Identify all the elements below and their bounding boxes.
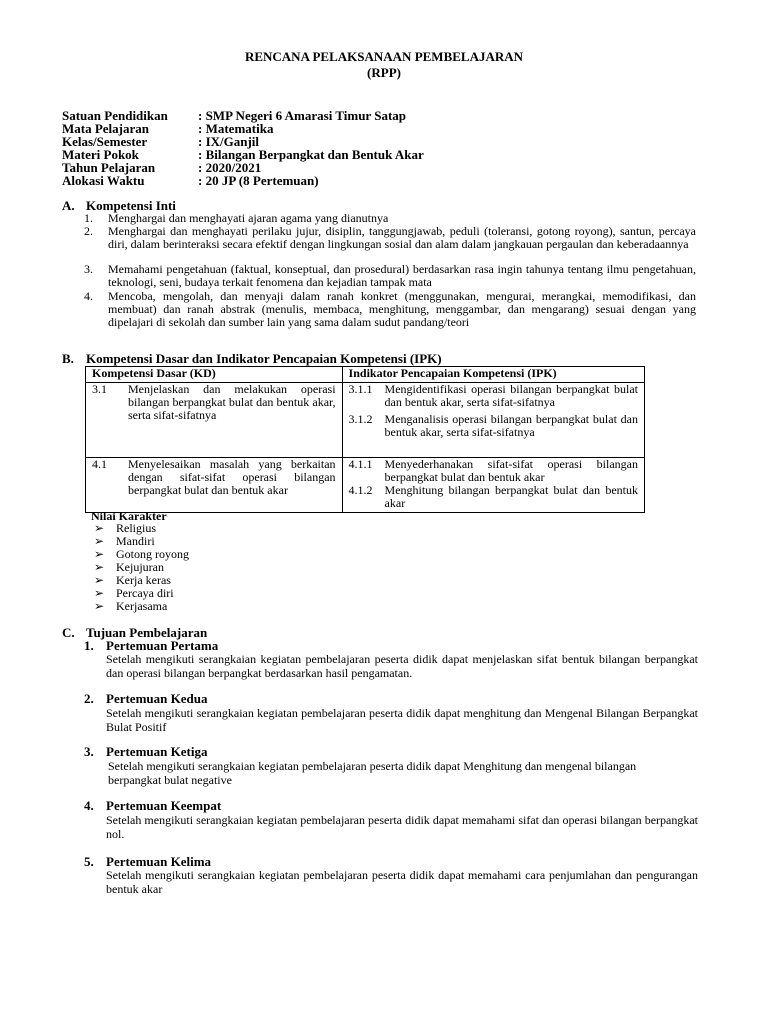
- meeting-title: Pertemuan Kelima: [106, 854, 212, 869]
- identity-value: : SMP Negeri 6 Amarasi Timur Satap: [198, 108, 406, 123]
- section-letter: C.: [62, 625, 75, 640]
- ipk-number: 4.1.2: [348, 483, 373, 497]
- ipk-text: Mengidentifikasi operasi bilangan berpangkat bulat dan bentuk akar, serta sifat-sifatnya: [384, 382, 638, 409]
- ki-text: Memahami pengetahuan (faktual, konseptual, dan prosedural) berdasarkan rasa ingin tahunya tentang ilmu pengetahuan, teknologi, seni, budaya terkait fenomena dan kejadian tampak mata: [108, 262, 696, 289]
- ipk-item: [349, 458, 638, 484]
- meeting-number: 2.: [84, 691, 94, 706]
- identity-value: : Bilangan Berpangkat dan Bentuk Akar: [198, 147, 424, 162]
- arrow-bullet-icon: ➢: [94, 547, 105, 561]
- ipk-number: 3.1.2: [348, 412, 373, 426]
- meeting-text-5: Setelah mengikuti serangkaian kegiatan pembelajaran peserta didik dapat memahami cara penjumlahan dan pengurangan bentuk akar: [106, 868, 698, 896]
- ipk-text: Menghitung bilangan berpangkat bulat dan bentuk akar: [384, 483, 638, 510]
- list-item-label: Gotong royong: [116, 547, 189, 561]
- ki-text: Mencoba, mengolah, dan menyaji dalam ranah konkret (menggunakan, mengurai, merangkai, memodifikasi, dan membuat) dan ranah abstrak (menulis, membaca, menghitung, menggambar, dan mengarang) sesuai dengan yang dipelajari di sekolah dan sumber lain yang sama dalam sudut pandang/teori: [108, 289, 696, 329]
- ipk-number: 4.1.1: [348, 457, 373, 471]
- ki-number: 1.: [84, 211, 93, 225]
- section-letter: A.: [62, 198, 75, 213]
- meeting-number: 1.: [84, 638, 94, 653]
- ipk-item: [349, 383, 638, 409]
- arrow-bullet-icon: ➢: [94, 586, 105, 600]
- kd-number: 4.1: [92, 457, 107, 471]
- ipk-text: Menyederhanakan sifat-sifat operasi bilangan berpangkat bulat dan bentuk akar: [384, 457, 638, 484]
- ki-item-2: [84, 225, 696, 251]
- list-item-label: Kerja keras: [116, 573, 171, 587]
- list-item-label: Kejujuran: [116, 560, 164, 574]
- table-row: [86, 383, 645, 458]
- meeting-title: Pertemuan Ketiga: [106, 744, 208, 759]
- arrow-bullet-icon: ➢: [94, 573, 105, 587]
- document-subtitle: (RPP): [367, 65, 401, 80]
- list-item: [94, 600, 167, 613]
- identity-value: : Matematika: [198, 121, 274, 136]
- kd-item: [92, 458, 336, 497]
- list-item-label: Religius: [116, 521, 157, 535]
- kd-text: Menyelesaikan masalah yang berkaitan dengan sifat-sifat operasi bilangan berpangkat bulat dan bentuk akar: [128, 457, 336, 497]
- meeting-text-3: Setelah mengikuti serangkaian kegiatan pembelajaran peserta didik dapat Menghitung dan mengenal bilangan berpangkat bulat negative: [108, 759, 637, 787]
- document-title: RENCANA PELAKSANAAN PEMBELAJARAN: [244, 49, 524, 64]
- list-item-label: Mandiri: [116, 534, 155, 548]
- ki-number: 2.: [84, 224, 93, 238]
- table-row: [86, 458, 645, 513]
- section-title: Kompetensi Dasar dan Indikator Pencapaian Kompetensi (IPK): [86, 351, 442, 366]
- arrow-bullet-icon: ➢: [94, 599, 105, 613]
- identity-label: Satuan Pendidikan: [62, 108, 168, 123]
- ipk-item: [349, 413, 638, 439]
- ipk-number: 3.1.1: [348, 382, 373, 396]
- meeting-text-4: Setelah mengikuti serangkaian kegiatan pembelajaran peserta didik dapat memahami sifat dan operasi bilangan berpangkat nol.: [106, 813, 698, 841]
- ipk-cell: [342, 458, 644, 513]
- ipk-cell: [342, 383, 644, 458]
- column-header-kd: Kompetensi Dasar (KD): [86, 367, 343, 383]
- identity-label: Mata Pelajaran: [62, 121, 150, 136]
- meeting-title: Pertemuan Pertama: [106, 638, 219, 653]
- kd-ipk-table: [85, 366, 645, 513]
- list-item-label: Kerjasama: [116, 599, 168, 613]
- identity-row-alokasi: [62, 174, 319, 187]
- meeting-title: Pertemuan Keempat: [106, 798, 222, 813]
- kd-item: [92, 383, 336, 422]
- arrow-bullet-icon: ➢: [94, 560, 105, 574]
- list-item-label: Percaya diri: [116, 586, 174, 600]
- kd-number: 3.1: [92, 382, 107, 396]
- arrow-bullet-icon: ➢: [94, 521, 105, 535]
- ki-text: Menghargai dan menghayati perilaku jujur, disiplin, tanggungjawab, peduli (toleransi, gotong royong), santun, percaya diri, dalam berinteraksi secara efektif dengan lingkungan sosial dan alam dalam jangkauan pergaulan dan keberadaannya: [108, 224, 696, 251]
- meeting-text-1: Setelah mengikuti serangkaian kegiatan pembelajaran peserta didik dapat menjelaskan sifat bentuk bilangan berpangkat dan operasi bilangan berpangkat berdasarkan hasil pengamatan.: [106, 652, 698, 680]
- section-title: Tujuan Pembelajaran: [86, 625, 208, 640]
- identity-label: Tahun Pelajaran: [62, 160, 156, 175]
- identity-value: : 2020/2021: [198, 160, 262, 175]
- section-letter: B.: [62, 351, 74, 366]
- ki-number: 3.: [84, 262, 93, 276]
- arrow-bullet-icon: ➢: [94, 534, 105, 548]
- identity-label: Alokasi Waktu: [62, 173, 145, 188]
- meeting-title: Pertemuan Kedua: [106, 691, 208, 706]
- ipk-item: [349, 484, 638, 510]
- ipk-text: Menganalisis operasi bilangan berpangkat bulat dan bentuk akar, serta sifat-sifatnya: [384, 412, 638, 439]
- identity-label: Materi Pokok: [62, 147, 139, 162]
- meeting-number: 3.: [84, 744, 94, 759]
- ki-text: Menghargai dan menghayati ajaran agama yang dianutnya: [108, 211, 389, 225]
- ki-number: 4.: [84, 289, 93, 303]
- kd-cell: [86, 383, 343, 458]
- section-title: Kompetensi Inti: [86, 198, 176, 213]
- identity-value: : 20 JP (8 Pertemuan): [198, 173, 319, 188]
- ki-item-4: [84, 290, 696, 329]
- kd-cell: [86, 458, 343, 513]
- meeting-number: 5.: [84, 854, 94, 869]
- kd-text: Menjelaskan dan melakukan operasi bilangan berpangkat bulat dan bentuk akar, serta sifat-sifatnya: [128, 382, 336, 422]
- meeting-text-2: Setelah mengikuti serangkaian kegiatan pembelajaran peserta didik dapat menghitung dan Mengenal Bilangan Berpangkat Bulat Positif: [106, 706, 698, 734]
- ki-item-3: [84, 263, 696, 289]
- nilai-karakter-title: Nilai Karakter: [91, 509, 167, 523]
- table-header-row: [86, 367, 645, 383]
- identity-label: Kelas/Semester: [62, 134, 148, 149]
- meeting-number: 4.: [84, 798, 94, 813]
- identity-value: : IX/Ganjil: [198, 134, 260, 149]
- column-header-ipk: Indikator Pencapaian Kompetensi (IPK): [342, 367, 644, 383]
